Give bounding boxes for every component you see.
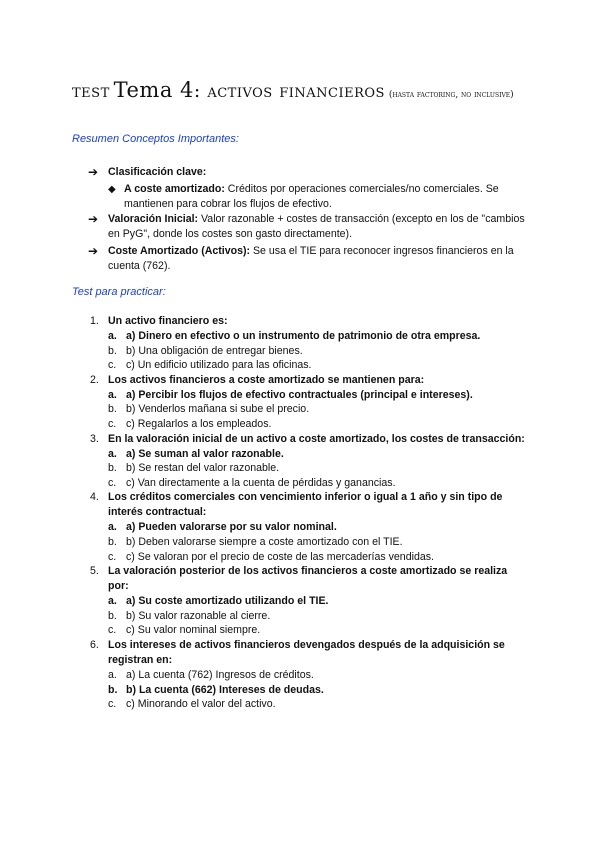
summary-subitem: [88, 182, 528, 212]
title-tema: Tema 4: [113, 78, 194, 102]
option-letter: a.: [108, 595, 117, 608]
answer-option: [90, 358, 530, 373]
summary-item: [88, 244, 528, 274]
answer-option: [90, 402, 530, 417]
answer-option: [90, 461, 530, 476]
answer-option: [90, 550, 530, 565]
option-letter: a.: [108, 521, 117, 534]
option-text: a) Se suman al valor razonable.: [126, 447, 284, 460]
option-text: b) Se restan del valor razonable.: [126, 462, 280, 475]
arrow-icon: ➔: [88, 212, 99, 226]
option-text: c) Regalarlos a los empleados.: [126, 417, 272, 430]
answer-option: [90, 623, 530, 638]
answer-option: [90, 329, 530, 344]
arrow-icon: ➔: [88, 165, 99, 179]
test-heading: Test para practicar:: [72, 286, 166, 298]
arrow-icon: ➔: [88, 244, 99, 258]
option-letter: b.: [108, 683, 118, 696]
question: [90, 373, 530, 388]
option-letter: c.: [108, 698, 117, 711]
question-number: 4.: [90, 491, 99, 504]
question-text: En la valoración inicial de un activo a coste amortizado, los costes de transacción:: [108, 432, 525, 445]
question-text: Un activo financiero es:: [108, 315, 228, 327]
option-text: c) Un edificio utilizado para las oficinas.: [126, 359, 312, 372]
question-number: 1.: [90, 315, 99, 327]
question-number: 3.: [90, 432, 99, 445]
summary-item-text: Se usa el TIE para reconocer ingresos financieros en la cuenta (762).: [108, 245, 514, 272]
option-text: a) Pueden valorarse por su valor nominal.: [126, 521, 337, 534]
question-number: 2.: [90, 373, 99, 386]
question-text: La valoración posterior de los activos financieros a coste amortizado se realiza por:: [108, 565, 508, 593]
page-title: [72, 78, 572, 102]
option-text: c) Se valoran por el precio de coste de las mercaderías vendidas.: [126, 550, 434, 563]
question: [90, 564, 530, 594]
title-rest: : activos financieros: [193, 80, 385, 102]
option-text: a) Percibir los flujos de efectivo contractuales (principal e intereses).: [126, 388, 473, 401]
summary-item: [88, 165, 528, 180]
option-text: b) Su valor razonable al cierre.: [126, 609, 271, 622]
answer-option: [90, 417, 530, 432]
answer-option: [90, 447, 530, 462]
summary-item-bold: A coste amortizado:: [124, 183, 225, 195]
option-text: a) Su coste amortizado utilizando el TIE.: [126, 595, 329, 608]
answer-option: [90, 697, 530, 712]
option-text: b) Deben valorarse siempre a coste amortizado con el TIE.: [126, 535, 403, 548]
answer-option: [90, 609, 530, 624]
answer-option: [90, 388, 530, 403]
answer-option: [90, 683, 530, 698]
option-text: c) Minorando el valor del activo.: [126, 698, 276, 711]
option-text: c) Van directamente a la cuenta de pérdidas y ganancias.: [126, 476, 396, 489]
option-letter: a.: [108, 388, 117, 401]
option-letter: b.: [108, 535, 117, 548]
answer-option: [90, 344, 530, 359]
option-letter: b.: [108, 344, 117, 357]
summary-heading: Resumen Conceptos Importantes:: [72, 133, 239, 145]
option-letter: b.: [108, 403, 117, 416]
option-letter: b.: [108, 462, 117, 475]
summary-item-bold: Valoración Inicial:: [108, 213, 199, 225]
question: [90, 638, 530, 668]
option-text: a) La cuenta (762) Ingresos de créditos.: [126, 668, 314, 681]
question: [90, 314, 530, 329]
summary-item-bold: Clasificación clave:: [108, 166, 207, 178]
question-number: 6.: [90, 638, 99, 651]
question-number: 5.: [90, 565, 99, 578]
question-text: Los activos financieros a coste amortizado se mantienen para:: [108, 373, 425, 386]
option-letter: a.: [108, 447, 117, 460]
option-letter: b.: [108, 609, 117, 622]
answer-option: [90, 668, 530, 683]
answer-option: [90, 520, 530, 535]
question-text: Los créditos comerciales con vencimiento inferior o igual a 1 año y sin tipo de interés contractual:: [108, 491, 503, 519]
question: [90, 490, 530, 520]
option-letter: c.: [108, 417, 117, 430]
answer-option: [90, 535, 530, 550]
answer-option: [90, 476, 530, 491]
option-text: b) Una obligación de entregar bienes.: [126, 344, 303, 357]
option-letter: a.: [108, 668, 117, 681]
title-prefix: test: [72, 80, 110, 102]
summary-item-bold: Coste Amortizado (Activos):: [108, 245, 251, 257]
summary-item-text: Valor razonable + costes de transacción (excepto en los de "cambios en PyG", donde los costes son gasto directamente).: [108, 213, 525, 240]
summary-list: [88, 165, 528, 276]
option-letter: c.: [108, 359, 117, 372]
diamond-icon: ◆: [108, 184, 116, 195]
option-text: c) Su valor nominal siempre.: [126, 624, 261, 637]
question-text: Los intereses de activos financieros devengados después de la adquisición se registran en:: [108, 638, 505, 666]
option-text: b) La cuenta (662) Intereses de deudas.: [126, 683, 324, 696]
summary-item-text: Créditos por operaciones comerciales/no comerciales. Se mantienen para cobrar los flujos de efectivo.: [124, 183, 499, 210]
option-letter: c.: [108, 550, 117, 563]
option-letter: a.: [108, 330, 117, 342]
answer-option: [90, 594, 530, 609]
title-note: (hasta factoring, no inclusive): [388, 90, 514, 100]
question-list: [90, 314, 530, 712]
option-text: b) Venderlos mañana si sube el precio.: [126, 403, 310, 416]
summary-item: [88, 212, 528, 242]
question: [90, 432, 530, 447]
option-letter: c.: [108, 624, 117, 637]
option-text: a) Dinero en efectivo o un instrumento de patrimonio de otra empresa.: [126, 330, 481, 342]
option-letter: c.: [108, 476, 117, 489]
